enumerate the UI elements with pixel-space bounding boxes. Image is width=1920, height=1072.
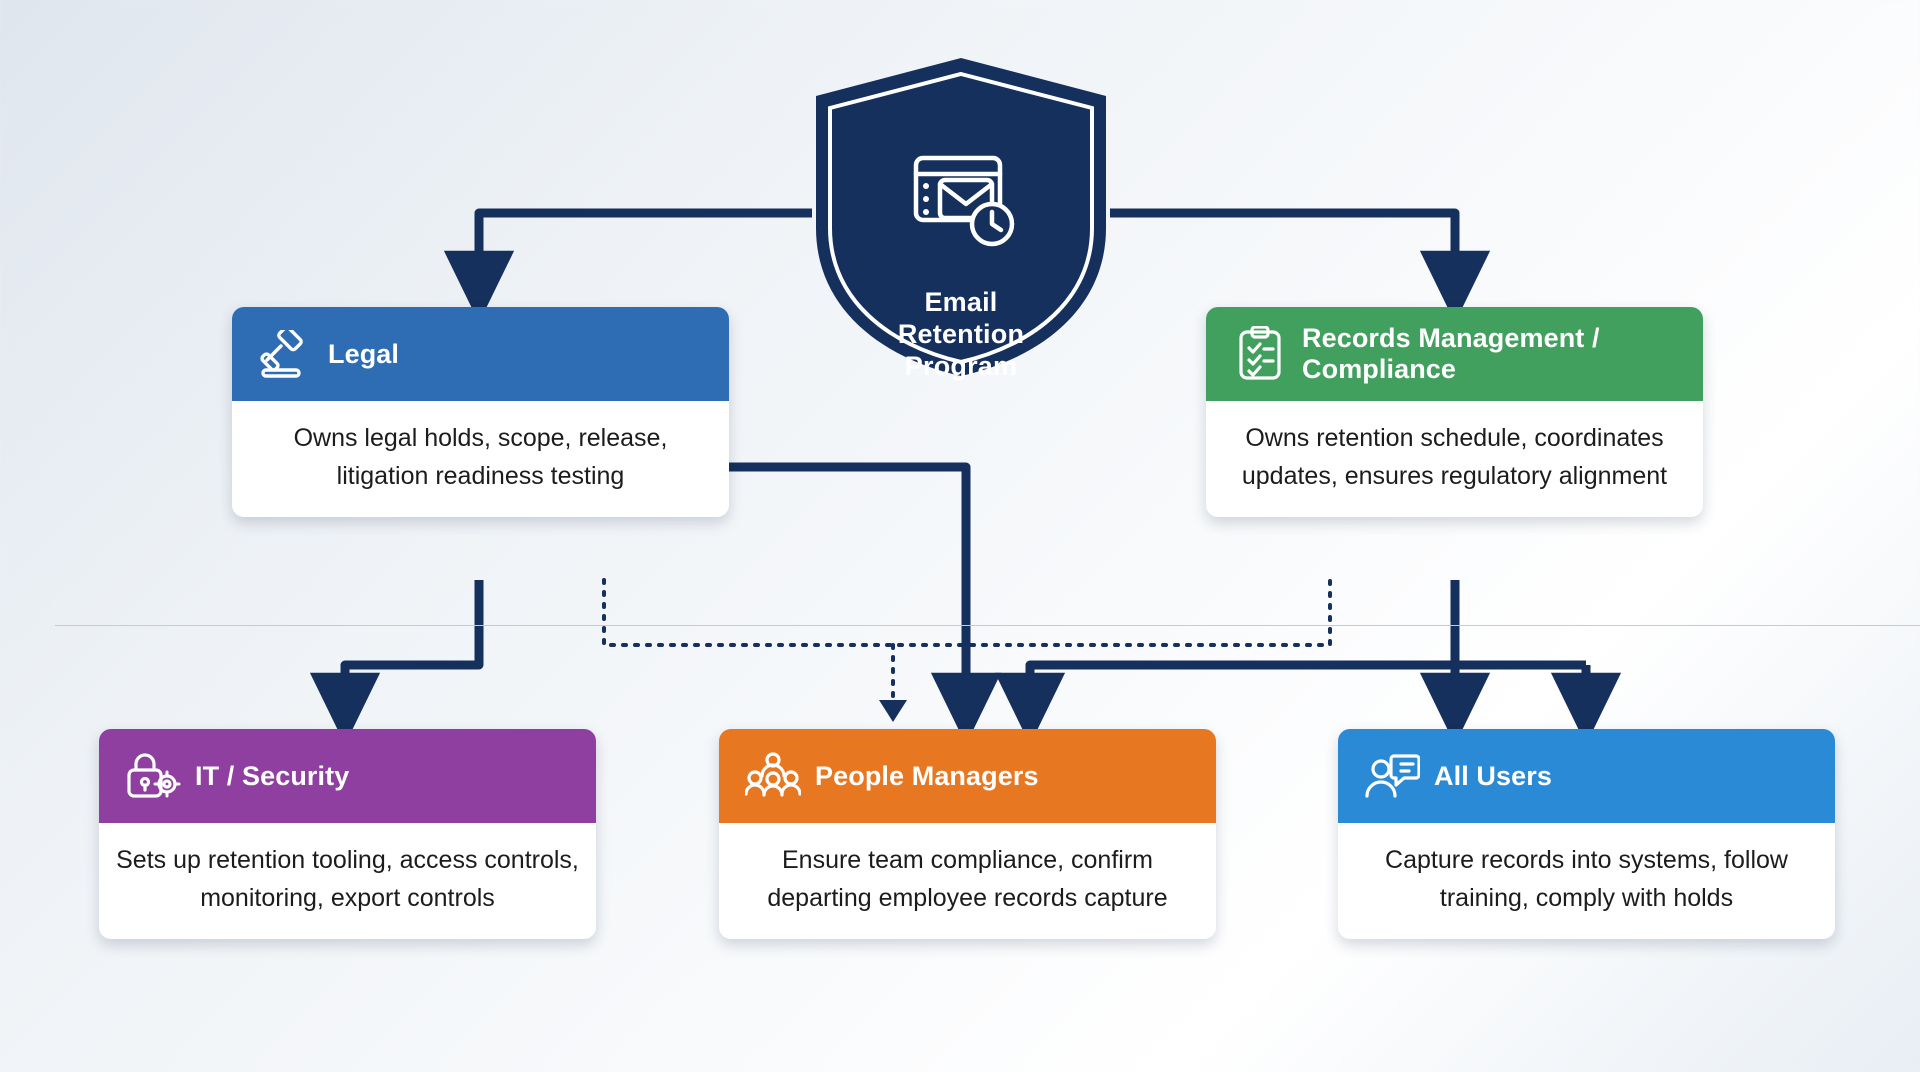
node-title-legal: Legal xyxy=(328,338,400,369)
node-card-records[interactable] xyxy=(1206,307,1703,517)
center-label-line-2: Retention xyxy=(897,319,1025,349)
user-chat-icon xyxy=(1364,748,1420,804)
node-title-records: Records Management / Compliance xyxy=(1302,323,1600,384)
node-card-legal[interactable] xyxy=(232,307,729,517)
node-title-people-managers: People Managers xyxy=(815,760,1039,791)
node-body-people-managers: Ensure team compliance, confirm departing employee records capture xyxy=(767,846,1168,912)
gavel-icon xyxy=(258,326,314,382)
center-node-shield[interactable] xyxy=(806,52,1116,382)
edge-dotted-legal-records-to-people xyxy=(604,580,1330,645)
node-body-all-users: Capture records into systems, follow training, comply with holds xyxy=(1385,846,1788,912)
node-card-all-users[interactable] xyxy=(1338,729,1835,939)
node-title-all-users: All Users xyxy=(1434,760,1552,791)
node-header-people-managers xyxy=(719,729,1216,823)
node-title-it-security: IT / Security xyxy=(195,760,350,791)
node-header-records xyxy=(1206,307,1703,401)
node-body-legal: Owns legal holds, scope, release, litigation readiness testing xyxy=(293,424,668,490)
lock-gear-icon xyxy=(125,748,181,804)
node-card-people-managers[interactable] xyxy=(719,729,1216,939)
node-card-it-security[interactable] xyxy=(99,729,596,939)
edge-legal-to-it xyxy=(345,580,479,707)
people-group-icon xyxy=(745,748,801,804)
node-header-all-users xyxy=(1338,729,1835,823)
edge-legal-to-people xyxy=(729,467,966,707)
clipboard-check-icon xyxy=(1232,326,1288,382)
dotted-arrowhead xyxy=(879,700,907,722)
node-header-legal xyxy=(232,307,729,401)
shield-email-clock-icon xyxy=(902,152,1020,253)
edge-center-to-records xyxy=(1110,213,1455,285)
edge-center-to-legal xyxy=(479,213,812,285)
edge-records-to-people xyxy=(1030,580,1455,707)
node-body-records: Owns retention schedule, coordinates updates, ensures regulatory alignment xyxy=(1241,424,1668,490)
center-node-label xyxy=(806,286,1116,382)
node-header-it-security xyxy=(99,729,596,823)
center-label-line-1: Email xyxy=(924,287,998,317)
center-label-line-3: Program xyxy=(904,351,1018,381)
section-divider xyxy=(55,625,1920,626)
node-body-it-security: Sets up retention tooling, access controls, monitoring, export controls xyxy=(116,846,579,912)
